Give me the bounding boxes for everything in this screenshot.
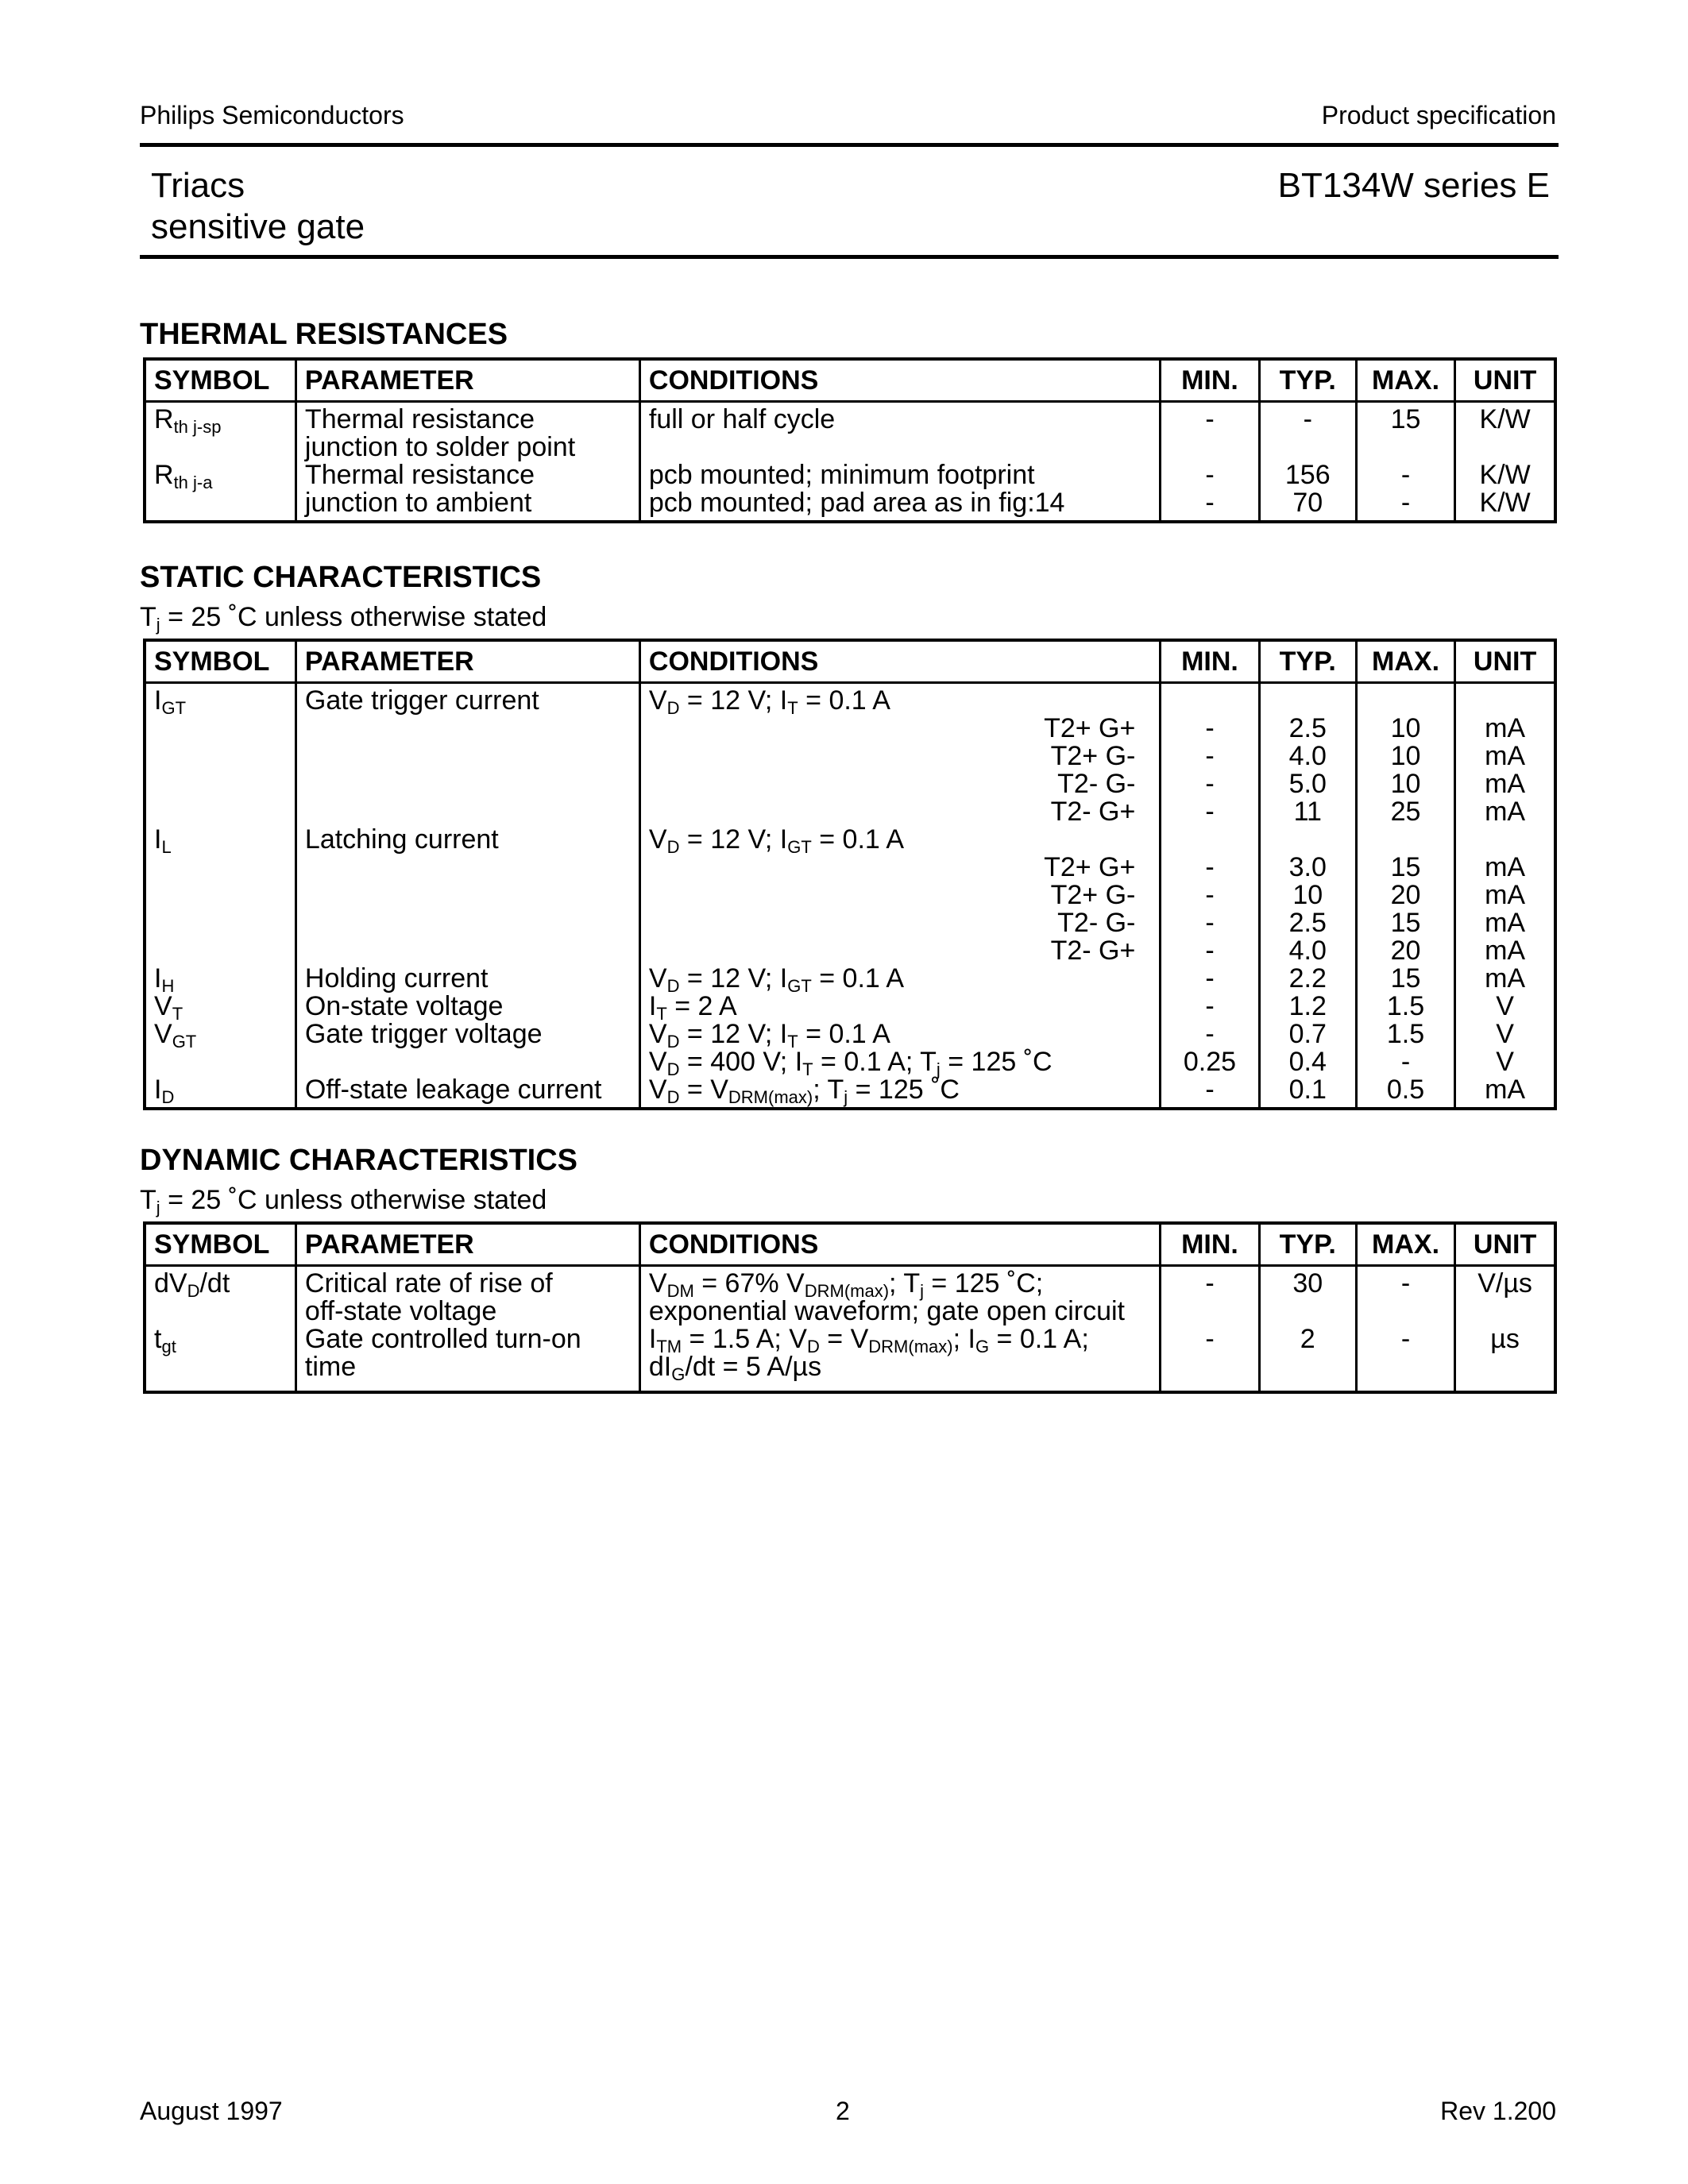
max-value: - [1400,488,1411,518]
param-text: junction to ambient [304,488,532,518]
unit-value: K/W [1479,404,1531,434]
min-value: - [1205,963,1215,994]
col-typ: TYP. [1259,1223,1356,1266]
col-unit: UNIT [1455,359,1555,402]
col-unit: UNIT [1455,640,1555,683]
unit-value: mA [1485,1075,1526,1105]
max-value: 15 [1390,404,1421,434]
col-typ: TYP. [1259,359,1356,402]
max-value: 15 [1390,852,1421,882]
cond-igt: $V_D = 12$ V; $I_T = 0.1$ A [648,685,890,718]
cond-dvdt: $V_{DM} = 67\%$ $V_{DRM(max)}$; $T_j = 125$ ˚C; [648,1268,1044,1301]
min-value: - [1205,488,1215,518]
typ-value: 1.2 [1288,991,1327,1021]
unit-value: mA [1485,713,1526,743]
col-max: MAX. [1356,359,1454,402]
max-value: - [1400,1268,1411,1298]
cond-vgt-hot: $V_D = 400$ V; $I_T = 0.1$ A; $T_j = 125$ ˚C [648,1047,1053,1079]
unit-value: mA [1485,769,1526,799]
param-text: On-state voltage [304,991,504,1021]
symbol-il: $I_L$ [154,824,172,857]
typ-value: 2 [1300,1324,1315,1354]
title-line1: Triacs [151,166,245,205]
typ-value: 0.4 [1288,1047,1327,1077]
typ-value: - [1303,404,1312,434]
param-text: Thermal resistance [304,404,535,434]
quadrant-label: T2+ G- [1050,880,1136,910]
quadrant-label: T2- G+ [1050,797,1136,827]
max-value [1365,434,1446,461]
symbol-igt: $I_{GT}$ [154,685,187,718]
col-min: MIN. [1161,359,1259,402]
unit-value: mA [1485,880,1526,910]
header-doc-type: Product specification [1321,101,1556,129]
param-text: time [304,1352,357,1382]
typ-value: 5.0 [1288,769,1327,799]
unit-value: mA [1485,963,1526,994]
cond-text: pcb mounted; minimum footprint [648,460,1035,490]
static-rows [145,683,1555,1109]
max-value: 15 [1390,908,1421,938]
symbol-tgt: $t_{gt}$ [154,1324,176,1356]
param-text: Thermal resistance [304,460,535,490]
max-value: 0.5 [1386,1075,1425,1105]
symbol-rth-ja: $R_{th j-a}$ [154,460,213,492]
max-value: 20 [1390,880,1421,910]
quadrant-label: T2+ G- [1050,741,1136,771]
min-value [1169,434,1250,461]
typ-value: 0.7 [1288,1019,1327,1049]
cond-text: exponential waveform; gate open circuit [648,1296,1126,1326]
cond-vt: $I_T = 2$ A [648,991,737,1024]
col-unit: UNIT [1455,1223,1555,1266]
product-name: BT134W series E [1277,166,1550,205]
col-conditions: CONDITIONS [639,1223,1160,1266]
col-parameter: PARAMETER [295,1223,639,1266]
min-value: - [1205,741,1215,771]
typ-value: 4.0 [1288,936,1327,966]
unit-value: V [1496,1019,1514,1049]
typ-value: 4.0 [1288,741,1327,771]
col-parameter: PARAMETER [295,359,639,402]
max-value: - [1400,460,1411,490]
cond-tgt: $I_{TM} = 1.5$ A; $V_D = V_{DRM(max)}$; $I_G = 0.1$ A; [648,1324,1089,1356]
min-value: - [1205,1268,1215,1298]
col-parameter: PARAMETER [295,640,639,683]
unit-value: V [1496,991,1514,1021]
symbol-vt: $V_T$ [154,991,183,1024]
max-value: 20 [1390,936,1421,966]
typ-value [1269,434,1347,461]
cond-id: $V_D = V_{DRM(max)}$; $T_j = 125$ ˚C [648,1075,960,1107]
typ-value: 3.0 [1288,852,1327,882]
min-value: - [1205,936,1215,966]
col-max: MAX. [1356,640,1454,683]
param-text: Gate trigger current [304,685,539,716]
footer-page-number: 2 [836,2097,850,2125]
typ-value: 2.2 [1288,963,1327,994]
unit-value: V/µs [1477,1268,1532,1298]
min-value: 0.25 [1183,1047,1237,1077]
min-value: - [1205,1324,1215,1354]
min-value: - [1205,460,1215,490]
min-value: - [1205,769,1215,799]
cond-text: pcb mounted; pad area as in fig:14 [648,488,1065,518]
max-value: 25 [1390,797,1421,827]
col-min: MIN. [1161,640,1259,683]
typ-value: 70 [1292,488,1323,518]
title-line2: sensitive gate [151,207,365,246]
col-max: MAX. [1356,1223,1454,1266]
unit-value: K/W [1479,488,1531,518]
symbol-dvd-dt: $dV_D/dt$ [154,1268,230,1301]
max-value: 10 [1390,769,1421,799]
max-value: 15 [1390,963,1421,994]
title-rule [140,255,1559,259]
quadrant-label: T2+ G+ [1044,713,1136,743]
quadrant-label: T2- G- [1057,908,1136,938]
symbol-id: $I_D$ [154,1075,175,1107]
col-min: MIN. [1161,1223,1259,1266]
max-value: - [1400,1324,1411,1354]
min-value: - [1205,852,1215,882]
col-symbol: SYMBOL [145,640,295,683]
typ-value: 156 [1284,460,1331,490]
max-value: 1.5 [1386,991,1425,1021]
dynamic-table [143,1221,1557,1394]
cond-tgt-dig: $dI_G/dt = 5$ A/µs [648,1352,822,1384]
param-text: off-state voltage [304,1296,497,1326]
unit-value: mA [1485,908,1526,938]
symbol-ih: $I_H$ [154,963,175,996]
typ-value: 2.5 [1288,908,1327,938]
param-text: Holding current [304,963,489,994]
min-value: - [1205,713,1215,743]
symbol-rth-jsp: $R_{th j-sp}$ [154,404,222,437]
min-value: - [1205,880,1215,910]
min-value: - [1205,991,1215,1021]
min-value: - [1205,797,1215,827]
quadrant-label: T2- G+ [1050,936,1136,966]
max-value: - [1400,1047,1411,1077]
cond-text: full or half cycle [648,404,836,434]
static-table [143,639,1557,1110]
param-text: Latching current [304,824,499,855]
typ-value: 30 [1292,1268,1323,1298]
col-conditions: CONDITIONS [639,640,1160,683]
cond-il: $V_D = 12$ V; $I_{GT} = 0.1$ A [648,824,905,857]
cond-vgt: $V_D = 12$ V; $I_T = 0.1$ A [648,1019,890,1051]
min-value: - [1205,1019,1215,1049]
col-symbol: SYMBOL [145,359,295,402]
unit-value: mA [1485,797,1526,827]
unit-value: V [1496,1047,1514,1077]
unit-value: mA [1485,852,1526,882]
col-symbol: SYMBOL [145,1223,295,1266]
max-value: 1.5 [1386,1019,1425,1049]
footer-revision: Rev 1.200 [1440,2097,1556,2125]
dynamic-rows [145,1266,1555,1393]
unit-value [1464,434,1546,461]
thermal-title: THERMAL RESISTANCES [140,318,508,351]
cond-text [649,434,1151,461]
quadrant-label: T2+ G+ [1044,852,1136,882]
param-text: Gate controlled turn-on [304,1324,581,1354]
cond-ih: $V_D = 12$ V; $I_{GT} = 0.1$ A [648,963,905,996]
unit-value: K/W [1479,460,1531,490]
quadrant-label: T2- G- [1057,769,1136,799]
symbol-vgt: $V_{GT}$ [154,1019,197,1051]
min-value: - [1205,908,1215,938]
col-conditions: CONDITIONS [639,359,1160,402]
unit-value: µs [1490,1324,1520,1354]
typ-value: 2.5 [1288,713,1327,743]
min-value: - [1205,1075,1215,1105]
header-rule [140,143,1559,147]
typ-value: 11 [1293,797,1322,827]
thermal-rows [145,402,1555,523]
unit-value: mA [1485,741,1526,771]
static-title: STATIC CHARACTERISTICS [140,561,542,594]
dynamic-note: $T_j = 25$ ˚C unless otherwise stated [140,1185,547,1217]
col-typ: TYP. [1259,640,1356,683]
dynamic-title: DYNAMIC CHARACTERISTICS [140,1144,577,1177]
min-value: - [1205,404,1215,434]
typ-value: 10 [1292,880,1323,910]
footer-date: August 1997 [140,2097,283,2125]
static-note: $T_j = 25$ ˚C unless otherwise stated [140,602,547,635]
param-text: Critical rate of rise of [304,1268,553,1298]
param-text: Gate trigger voltage [304,1019,543,1049]
unit-value: mA [1485,936,1526,966]
max-value: 10 [1390,713,1421,743]
max-value: 10 [1390,741,1421,771]
param-text: junction to solder point [304,432,576,462]
thermal-table [143,357,1557,523]
header-company: Philips Semiconductors [140,101,404,129]
typ-value: 0.1 [1288,1075,1327,1105]
param-text: Off-state leakage current [304,1075,602,1105]
